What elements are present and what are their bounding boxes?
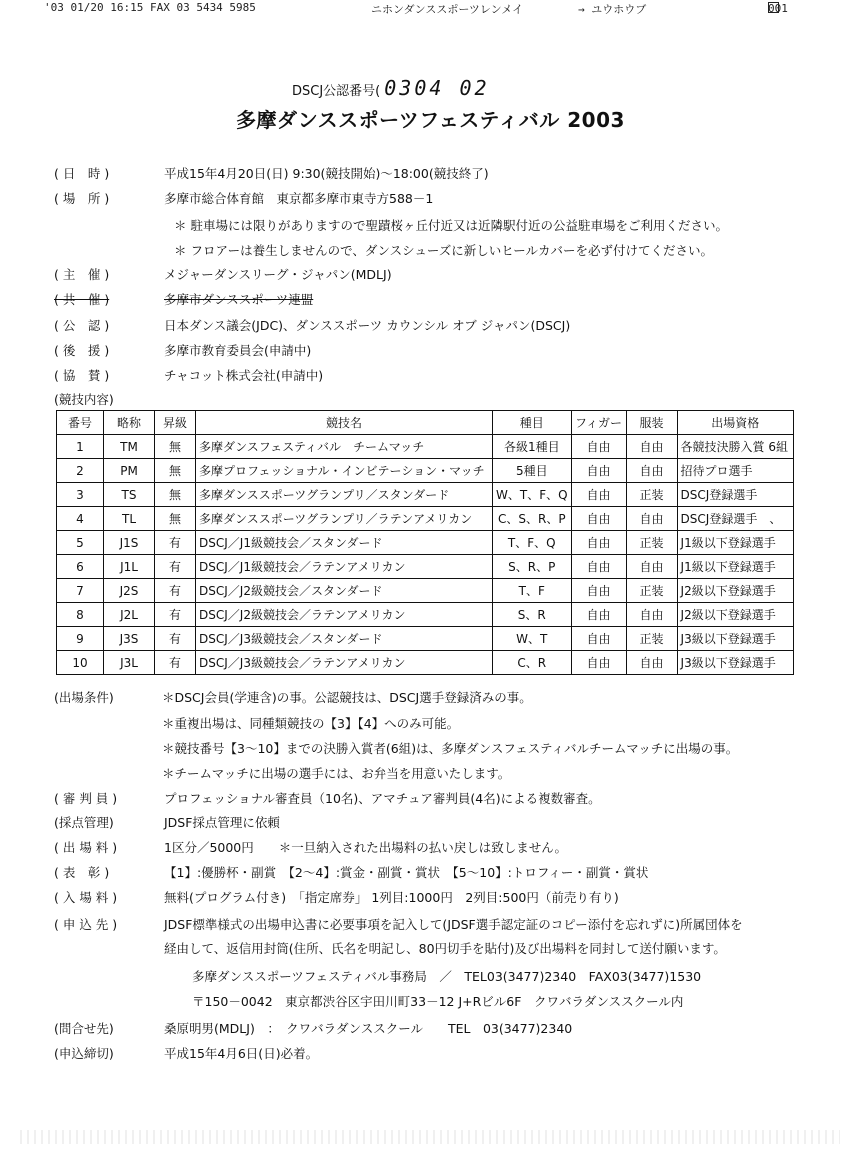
cell-event-name: DSCJ／J3級競技会／スタンダード <box>196 627 493 651</box>
cell-dances: 5種目 <box>493 459 572 483</box>
cell-figures: 自由 <box>571 651 626 675</box>
cell-dress: 正装 <box>626 531 677 555</box>
fax-recipient: → ユウホウブ <box>578 3 647 16</box>
conditions-line-1: ＊DSCJ会員(学連含)の事。公認競技は、DSCJ選手登録済みの事。 <box>162 690 532 705</box>
cell-abbrev: TS <box>104 483 155 507</box>
cell-dances: C、R <box>493 651 572 675</box>
cell-figures: 自由 <box>571 531 626 555</box>
table-row <box>57 507 794 531</box>
cell-abbrev: J1S <box>104 531 155 555</box>
cell-eligibility: J2級以下登録選手 <box>677 579 793 603</box>
table-row <box>57 579 794 603</box>
fee-label: ( 出 場 料 ) <box>54 840 118 855</box>
cell-figures: 自由 <box>571 627 626 651</box>
cell-eligibility: J2級以下登録選手 <box>677 603 793 627</box>
table-row <box>57 555 794 579</box>
cohost-label: ( 共 催 ) <box>54 292 110 307</box>
cell-dress: 正装 <box>626 483 677 507</box>
cell-dances: W、T <box>493 627 572 651</box>
cell-figures: 自由 <box>571 483 626 507</box>
cell-figures: 自由 <box>571 555 626 579</box>
cell-dress: 自由 <box>626 603 677 627</box>
host-value: メジャーダンスリーグ・ジャパン(MDLJ) <box>164 267 392 282</box>
cell-promotion: 有 <box>155 531 196 555</box>
competition-table <box>56 410 794 675</box>
admission-value: 無料(プログラム付き) 「指定席券」 1列目:1000円 2列目:500円（前売り有り) <box>164 890 619 905</box>
cell-event-name: DSCJ／J3級競技会／ラテンアメリカン <box>196 651 493 675</box>
date-value: 平成15年4月20日(日) 9:30(競技開始)～18:00(競技終了) <box>164 166 489 181</box>
cell-dress: 自由 <box>626 651 677 675</box>
awards-value: 【1】:優勝杯・副賞 【2～4】:賞金・副賞・賞状 【5～10】:トロフィー・副賞・賞状 <box>164 865 649 880</box>
cell-event-name: 多摩プロフェッショナル・インビテーション・マッチ <box>196 459 493 483</box>
cell-figures: 自由 <box>571 459 626 483</box>
cell-eligibility: J3級以下登録選手 <box>677 627 793 651</box>
cell-eligibility: J3級以下登録選手 <box>677 651 793 675</box>
col-promotion: 昇級 <box>155 411 196 435</box>
conditions-line-3: ＊競技番号【3～10】までの決勝入賞者(6組)は、多摩ダンスフェスティバルチームマッチに出場の事。 <box>162 741 739 756</box>
cell-event-name: DSCJ／J2級競技会／ラテンアメリカン <box>196 603 493 627</box>
cell-abbrev: J3L <box>104 651 155 675</box>
cell-abbrev: J1L <box>104 555 155 579</box>
cell-dances: T、F <box>493 579 572 603</box>
host-label: ( 主 催 ) <box>54 267 110 282</box>
cell-promotion: 無 <box>155 507 196 531</box>
cell-abbrev: PM <box>104 459 155 483</box>
cert-number-handwritten: 0304 02 <box>384 76 490 100</box>
conditions-line-4: ＊チームマッチに出場の選手には、お弁当を用意いたします。 <box>162 766 511 781</box>
fax-sender-name: ニホンダンススポーツレンメイ <box>371 3 524 16</box>
sponsor-value: チャコット株式会社(申請中) <box>164 368 324 383</box>
table-row <box>57 483 794 507</box>
cell-abbrev: J2L <box>104 603 155 627</box>
venue-label: ( 場 所 ) <box>54 191 110 206</box>
col-figures: フィガー <box>571 411 626 435</box>
deadline-value: 平成15年4月6日(日)必着。 <box>164 1046 319 1061</box>
fax-header <box>0 0 864 16</box>
venue-value: 多摩市総合体育館 東京都多摩市東寺方588－1 <box>164 191 434 206</box>
col-dress: 服装 <box>626 411 677 435</box>
cell-number: 5 <box>57 531 104 555</box>
cell-figures: 自由 <box>571 603 626 627</box>
official-label: ( 公 認 ) <box>54 318 110 333</box>
scan-noise-strip <box>20 1130 840 1144</box>
apply-line-4: 〒150－0042 東京都渋谷区宇田川町33－12 J+Rビル6F クワバラダンススクール内 <box>192 994 684 1009</box>
cell-dress: 自由 <box>626 435 677 459</box>
page-title: 多摩ダンススポーツフェスティバル 2003 <box>236 108 625 132</box>
cell-dances: T、F、Q <box>493 531 572 555</box>
official-value: 日本ダンス議会(JDC)、ダンススポーツ カウンシル オブ ジャパン(DSCJ) <box>164 318 571 333</box>
inquiry-value: 桑原明男(MDLJ) ： クワバラダンススクール TEL 03(3477)2340 <box>164 1021 573 1036</box>
cell-eligibility: 招待プロ選手 <box>677 459 793 483</box>
cell-number: 8 <box>57 603 104 627</box>
judges-label: ( 審 判 員 ) <box>54 791 118 806</box>
apply-line-2: 経由して、返信用封筒(住所、氏名を明記し、80円切手を貼付)及び出場料を同封して送付願います。 <box>164 941 726 956</box>
cell-abbrev: TL <box>104 507 155 531</box>
fee-value: 1区分／5000円 ＊一旦納入された出場料の払い戻しは致しません。 <box>164 840 568 855</box>
cell-promotion: 無 <box>155 483 196 507</box>
cell-figures: 自由 <box>571 579 626 603</box>
fax-transmission-info: '03 01/20 16:15 FAX 03 5434 5985 <box>44 1 256 14</box>
table-row <box>57 531 794 555</box>
cell-number: 4 <box>57 507 104 531</box>
cell-abbrev: TM <box>104 435 155 459</box>
cell-dress: 正装 <box>626 579 677 603</box>
admission-label: ( 入 場 料 ) <box>54 890 118 905</box>
cell-dress: 自由 <box>626 459 677 483</box>
conditions-line-2: ＊重複出場は、同種類競技の【3】【4】へのみ可能。 <box>162 716 460 731</box>
cell-number: 3 <box>57 483 104 507</box>
cell-promotion: 有 <box>155 603 196 627</box>
venue-note-floor: ＊ フロアーは養生しませんので、ダンスシューズに新しいヒールカバーを必ず付けてください。 <box>174 243 713 258</box>
cell-number: 10 <box>57 651 104 675</box>
cell-dances: W、T、F、Q <box>493 483 572 507</box>
col-event-name: 競技名 <box>196 411 493 435</box>
date-label: ( 日 時 ) <box>54 166 110 181</box>
cell-dances: C、S、R、P <box>493 507 572 531</box>
table-row <box>57 603 794 627</box>
support-label: ( 後 援 ) <box>54 343 110 358</box>
cell-promotion: 有 <box>155 579 196 603</box>
cell-eligibility: DSCJ登録選手 、 <box>677 507 793 531</box>
cell-abbrev: J3S <box>104 627 155 651</box>
cell-dress: 自由 <box>626 555 677 579</box>
cert-label: DSCJ公認番号( <box>292 84 381 99</box>
cell-number: 7 <box>57 579 104 603</box>
scoring-value: JDSF採点管理に依頼 <box>164 815 280 830</box>
cell-event-name: DSCJ／J1級競技会／スタンダード <box>196 531 493 555</box>
judges-value: プロフェッショナル審査員（10名)、アマチュア審判員(4名)による複数審査。 <box>164 791 601 806</box>
cell-number: 2 <box>57 459 104 483</box>
support-value: 多摩市教育委員会(申請中) <box>164 343 312 358</box>
cell-promotion: 有 <box>155 627 196 651</box>
cell-event-name: DSCJ／J1級競技会／ラテンアメリカン <box>196 555 493 579</box>
cell-event-name: 多摩ダンススポーツグランプリ／ラテンアメリカン <box>196 507 493 531</box>
cell-eligibility: DSCJ登録選手 <box>677 483 793 507</box>
cell-eligibility: J1級以下登録選手 <box>677 555 793 579</box>
cell-eligibility: J1級以下登録選手 <box>677 531 793 555</box>
col-eligibility: 出場資格 <box>677 411 793 435</box>
cell-event-name: DSCJ／J2級競技会／スタンダード <box>196 579 493 603</box>
cell-number: 1 <box>57 435 104 459</box>
cell-dances: S、R <box>493 603 572 627</box>
cell-number: 9 <box>57 627 104 651</box>
cell-figures: 自由 <box>571 435 626 459</box>
awards-label: ( 表 彰 ) <box>54 865 110 880</box>
scoring-label: (採点管理) <box>54 815 114 830</box>
cell-eligibility: 各競技決勝入賞 6組 <box>677 435 793 459</box>
venue-note-parking: ＊ 駐車場には限りがありますので聖蹟桜ヶ丘付近又は近隣駅付近の公益駐車場をご利用ください。 <box>174 218 728 233</box>
cell-dances: 各級1種目 <box>493 435 572 459</box>
table-row <box>57 651 794 675</box>
events-label: (競技内容) <box>54 392 114 407</box>
certification-number <box>292 76 490 100</box>
apply-label: ( 申 込 先 ) <box>54 917 118 932</box>
table-row <box>57 435 794 459</box>
inquiry-label: (問合せ先) <box>54 1021 114 1036</box>
fax-page-value: 001 <box>768 2 788 15</box>
sponsor-label: ( 協 賛 ) <box>54 368 110 383</box>
cell-promotion: 有 <box>155 555 196 579</box>
cell-figures: 自由 <box>571 507 626 531</box>
cell-dress: 正装 <box>626 627 677 651</box>
cell-abbrev: J2S <box>104 579 155 603</box>
table-row <box>57 627 794 651</box>
cohost-value: 多摩市ダンススポーツ連盟 <box>164 292 314 307</box>
apply-line-1: JDSF標準様式の出場申込書に必要事項を記入して(JDSF選手認定証のコピー添付を忘れずに)所属団体を <box>164 917 743 932</box>
cell-dress: 自由 <box>626 507 677 531</box>
cell-dances: S、R、P <box>493 555 572 579</box>
cell-event-name: 多摩ダンススポーツグランプリ／スタンダード <box>196 483 493 507</box>
cell-event-name: 多摩ダンスフェスティバル チームマッチ <box>196 435 493 459</box>
cell-promotion: 有 <box>155 651 196 675</box>
conditions-label: (出場条件) <box>54 690 114 705</box>
cell-promotion: 無 <box>155 435 196 459</box>
col-abbrev: 略称 <box>104 411 155 435</box>
table-header-row <box>57 411 794 435</box>
table-row <box>57 459 794 483</box>
cell-promotion: 無 <box>155 459 196 483</box>
col-dances: 種目 <box>493 411 572 435</box>
apply-line-3: 多摩ダンススポーツフェスティバル事務局 ／ TEL03(3477)2340 FAX03(3477)1530 <box>192 969 702 984</box>
cell-number: 6 <box>57 555 104 579</box>
deadline-label: (申込締切) <box>54 1046 114 1061</box>
col-number: 番号 <box>57 411 104 435</box>
